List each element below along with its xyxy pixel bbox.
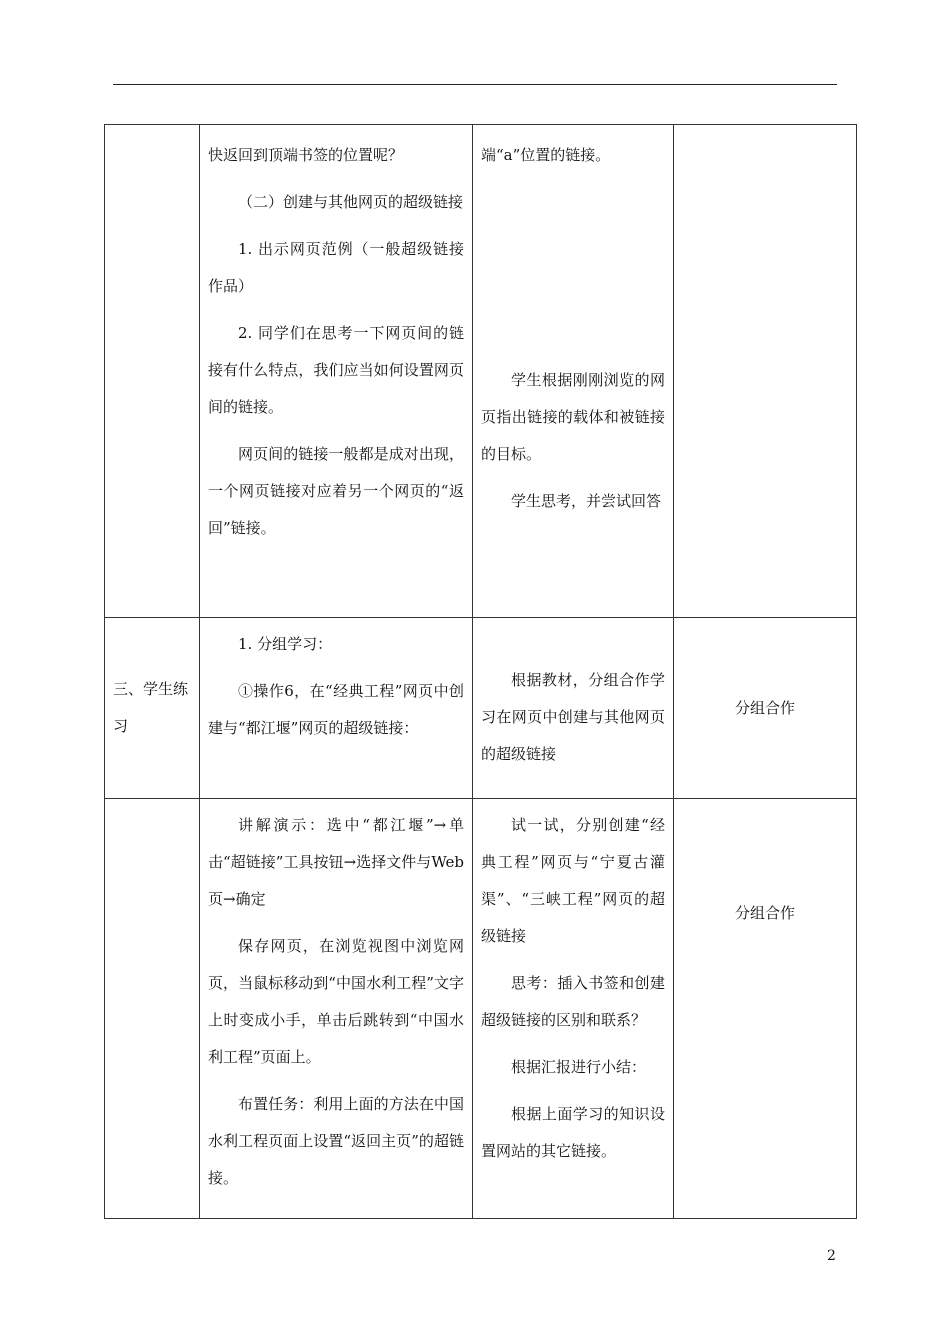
- teacher-text: 讲解演示：选中“都江堰”→单击“超链接”工具按钮→选择文件与Web页→确定: [208, 816, 464, 908]
- page-number: 2: [827, 1248, 836, 1264]
- student-text: 端“a”位置的链接。: [481, 146, 611, 164]
- teacher-text: （二）创建与其他网页的超级链接: [238, 193, 464, 211]
- lesson-plan-table: [104, 124, 857, 1219]
- teacher-text: 布置任务：利用上面的方法在中国水利工程页面上设置“返回主页”的超链接。: [208, 1095, 464, 1187]
- teacher-text: 1. 出示网页范例（一般超级链接作品）: [208, 240, 464, 295]
- teacher-text: ①操作6，在“经典工程”网页中创建与“都江堰”网页的超级链接：: [208, 682, 464, 737]
- design-intent-cell: [674, 125, 857, 618]
- design-intent-cell: [674, 618, 857, 799]
- stage-cell: [105, 125, 200, 618]
- table-row: [105, 125, 857, 618]
- design-label: 分组合作: [734, 904, 795, 922]
- teacher-activity-cell: [200, 799, 473, 1219]
- teacher-activity-cell: [200, 618, 473, 799]
- student-text: 根据汇报进行小结：: [511, 1058, 647, 1076]
- teacher-text: 保存网页，在浏览视图中浏览网页，当鼠标移动到“中国水利工程”文字上时变成小手，单击后跳转到“中国水利工程”页面上。: [208, 937, 464, 1066]
- student-activity-cell: [473, 799, 674, 1219]
- header-rule: [113, 84, 837, 85]
- student-text: 学生根据刚刚浏览的网页指出链接的载体和被链接的目标。: [481, 371, 665, 463]
- student-text: 根据教材，分组合作学习在网页中创建与其他网页的超级链接: [481, 671, 665, 763]
- teacher-text: 1. 分组学习：: [238, 635, 333, 653]
- teacher-text: 网页间的链接一般都是成对出现，一个网页链接对应着另一个网页的“返回”链接。: [208, 445, 464, 537]
- design-intent-cell: [674, 799, 857, 1219]
- student-text: 学生思考，并尝试回答: [511, 492, 662, 510]
- student-activity-cell: [473, 125, 674, 618]
- stage-cell: [105, 618, 200, 799]
- student-activity-cell: [473, 618, 674, 799]
- teacher-activity-cell: [200, 125, 473, 618]
- stage-label: 三、学生练习: [113, 680, 189, 735]
- table-row: [105, 618, 857, 799]
- teacher-text: 快返回到顶端书签的位置呢？: [208, 146, 404, 164]
- teacher-text: 2. 同学们在思考一下网页间的链接有什么特点，我们应当如何设置网页间的链接。: [208, 324, 464, 416]
- student-text: 根据上面学习的知识设置网站的其它链接。: [481, 1105, 665, 1160]
- stage-cell: [105, 799, 200, 1219]
- design-label: 分组合作: [734, 698, 795, 717]
- table-row: [105, 799, 857, 1219]
- student-text: 思考：插入书签和创建超级链接的区别和联系？: [481, 974, 665, 1029]
- student-text: 试一试，分别创建“经典工程”网页与“宁夏古灌渠”、“三峡工程”网页的超级链接: [481, 816, 665, 945]
